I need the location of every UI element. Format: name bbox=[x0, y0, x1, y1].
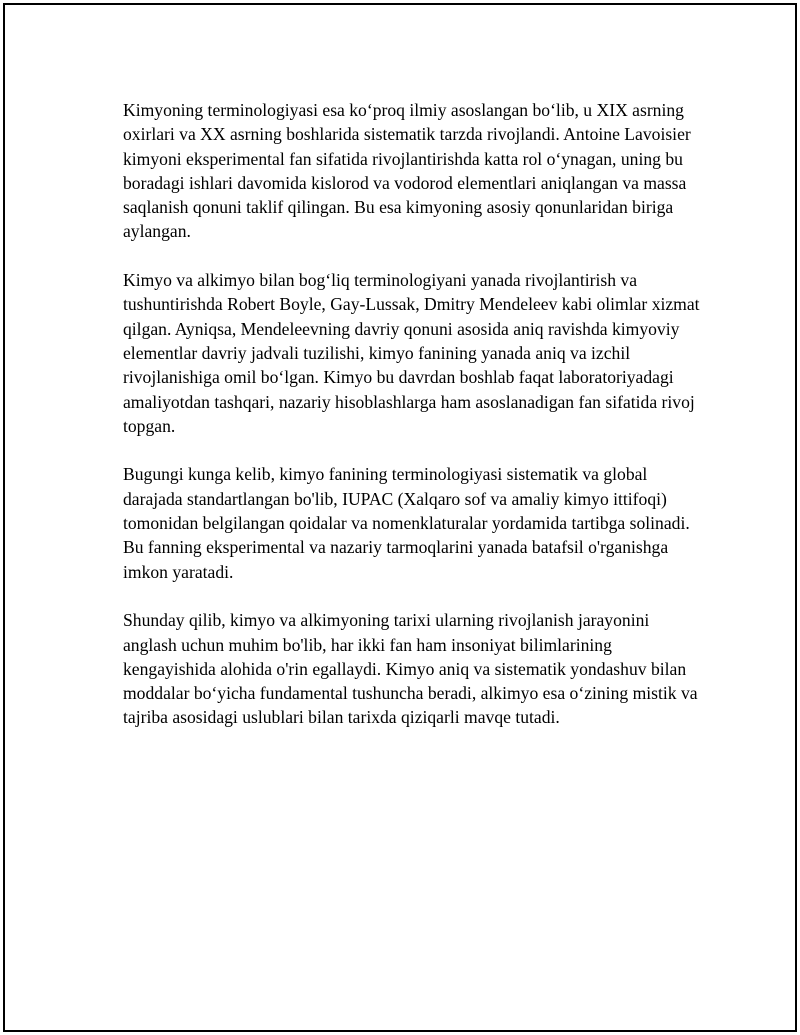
paragraph-3: Bugungi kunga kelib, kimyo fanining terminologiyasi sistematik va global darajada standartlangan bo'lib, IUPAC (Xalqaro sof va amaliy kimyo ittifoqi) tomonidan belgilangan qoidalar va nomenklaturalar yordamida tartibga solinadi. Bu fanning eksperimental va nazariy tarmoqlarini yanada batafsil o'rganishga imkon yaratadi. bbox=[123, 464, 690, 582]
paragraph-1: Kimyoning terminologiyasi esa koʻproq ilmiy asoslangan boʻlib, u XIX asrning oxirlari va XX asrning boshlarida sistematik tarzda rivojlandi. Antoine Lavoisier kimyoni eksperimental fan sifatida rivojlantirishda katta rol oʻynagan, uning bu boradagi ishlari davomida kislorod va vodorod elementlari aniqlangan va massa saqlanish qonuni taklif qilingan. Bu esa kimyoning asosiy qonunlaridan biriga aylangan. bbox=[123, 100, 691, 242]
document-body bbox=[123, 98, 703, 754]
paragraph-2: Kimyo va alkimyo bilan bogʻliq terminologiyani yanada rivojlantirish va tushuntirishda Robert Boyle, Gay-Lussak, Dmitry Mendeleev kabi olimlar xizmat qilgan. Ayniqsa, Mendeleevning davriy qonuni asosida aniq ravishda kimyoviy elementlar davriy jadvali tuzilishi, kimyo fanining yanada aniq va izchil rivojlanishiga omil boʻlgan. Kimyo bu davrdan boshlab faqat laboratoriyadagi amaliyotdan tashqari, nazariy hisoblashlarga ham asoslanadigan fan sifatida rivoj topgan. bbox=[123, 270, 700, 436]
paragraph-4: Shunday qilib, kimyo va alkimyoning tarixi ularning rivojlanish jarayonini anglash uchun muhim bo'lib, har ikki fan ham insoniyat bilimlarining kengayishida alohida o'rin egallaydi. Kimyo aniq va sistematik yondashuv bilan moddalar boʻyicha fundamental tushuncha beradi, alkimyo esa oʻzining mistik va tajriba asosidagi uslublari bilan tarixda qiziqarli mavqe tutadi. bbox=[123, 610, 698, 728]
page-frame bbox=[3, 3, 797, 1032]
